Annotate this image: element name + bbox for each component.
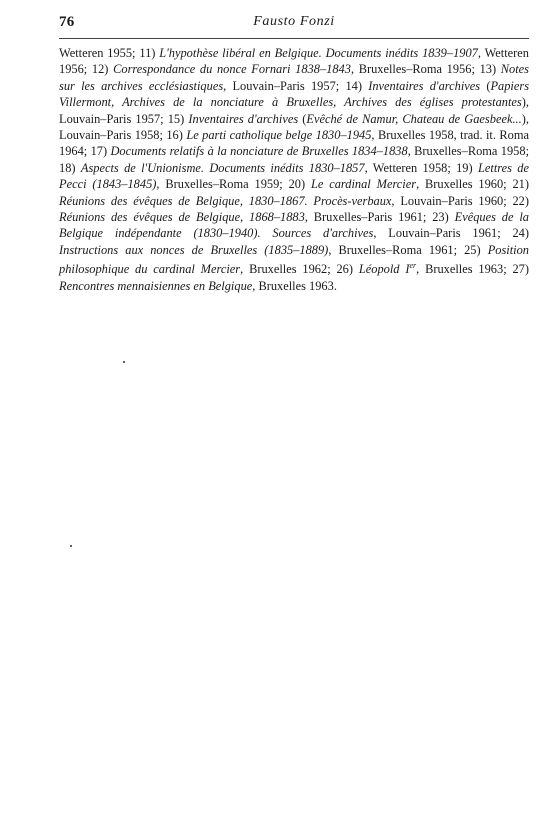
work-title: Correspondance du nonce Fornari 1838–1843 xyxy=(113,62,351,77)
work-title: Le parti catholique belge 1830–1945 xyxy=(186,128,372,143)
work-title: Documents relatifs à la nonciature de Bruxelles 1834–1838 xyxy=(110,144,408,159)
citation-text: ), Louvain–Paris 1958; 16) xyxy=(59,111,529,143)
citation-text: , Bruxelles–Roma 1959; 20) xyxy=(156,177,311,192)
work-title: Réunions des évêques de Belgique, 1830–1867. Procès-verbaux xyxy=(59,193,392,208)
citation-text: , Bruxelles–Paris 1961; 23) xyxy=(304,210,455,225)
work-title: Position philosophique du cardinal Mercier xyxy=(59,242,529,277)
citation-text: , Bruxelles 1960; 21) xyxy=(416,177,529,192)
work-title: Rencontres mennaisiennes en Belgique xyxy=(59,278,253,293)
work-title: Léopold I xyxy=(358,262,410,277)
work-title: Evêché de Namur, Chateau de Gaesbeek... xyxy=(306,111,522,126)
citation-text: , Bruxelles 1962; 26) xyxy=(240,262,359,277)
citation-text: ), Louvain–Paris 1957; 15) xyxy=(59,95,529,126)
citation-text: , Louvain–Paris 1957; 14) xyxy=(223,78,369,93)
work-title: Papiers Villermont, Archives de la nonciature à Bruxelles, Archives des églises protestantes xyxy=(59,78,530,110)
work-title: Inventaires d'archives xyxy=(368,78,481,93)
running-head xyxy=(59,12,529,36)
work-title: Lettres de Pecci (1843–1845) xyxy=(59,160,529,192)
print-speck xyxy=(70,545,72,547)
work-title: Instructions aux nonces de Bruxelles (1835–1889) xyxy=(59,242,329,257)
citation-text: ( xyxy=(298,111,307,126)
work-title: L'hypothèse libéral en Belgique. Documents inédits 1839–1907 xyxy=(159,46,478,60)
work-title: Aspects de l'Unionisme. Documents inédits 1830–1857 xyxy=(80,160,365,175)
citation-text: , Louvain–Paris 1960; 22) xyxy=(391,193,529,208)
work-title: Réunions des évêques de Belgique, 1868–1883 xyxy=(59,210,305,225)
work-title: Le cardinal Mercier xyxy=(310,177,417,192)
citation-text: , Bruxelles–Roma 1961; 25) xyxy=(328,242,488,257)
citation-text: Wetteren 1955; 11) xyxy=(59,46,160,60)
work-title: Inventaires d'archives xyxy=(188,111,299,126)
running-title: Fausto Fonzi xyxy=(253,14,335,29)
citation-text: ( xyxy=(480,78,491,93)
work-title: er xyxy=(409,261,417,271)
work-title: Evêques de la Belgique indépendante (1830–1940). Sources d'archives xyxy=(59,210,529,241)
print-speck xyxy=(123,361,125,363)
citation-text: , Wetteren 1958; 19) xyxy=(364,160,478,175)
work-title: Notes sur les archives ecclésiastiques xyxy=(59,62,529,93)
citation-text: , Bruxelles–Roma 1958; 18) xyxy=(59,144,530,175)
citation-text: , Bruxelles–Roma 1956; 13) xyxy=(350,62,501,77)
header-rule xyxy=(59,38,529,39)
citation-text: , Bruxelles 1958, trad. it. Roma 1964; 17) xyxy=(59,128,529,159)
citation-text: , Bruxelles 1963. xyxy=(252,278,337,293)
citation-text: , Wetteren 1956; 12) xyxy=(59,46,529,77)
citation-text: , Bruxelles 1963; 27) xyxy=(416,262,529,277)
citation-text: , Louvain–Paris 1961; 24) xyxy=(373,226,529,241)
page-number: 76 xyxy=(59,14,75,30)
bibliography-paragraph xyxy=(59,45,529,294)
